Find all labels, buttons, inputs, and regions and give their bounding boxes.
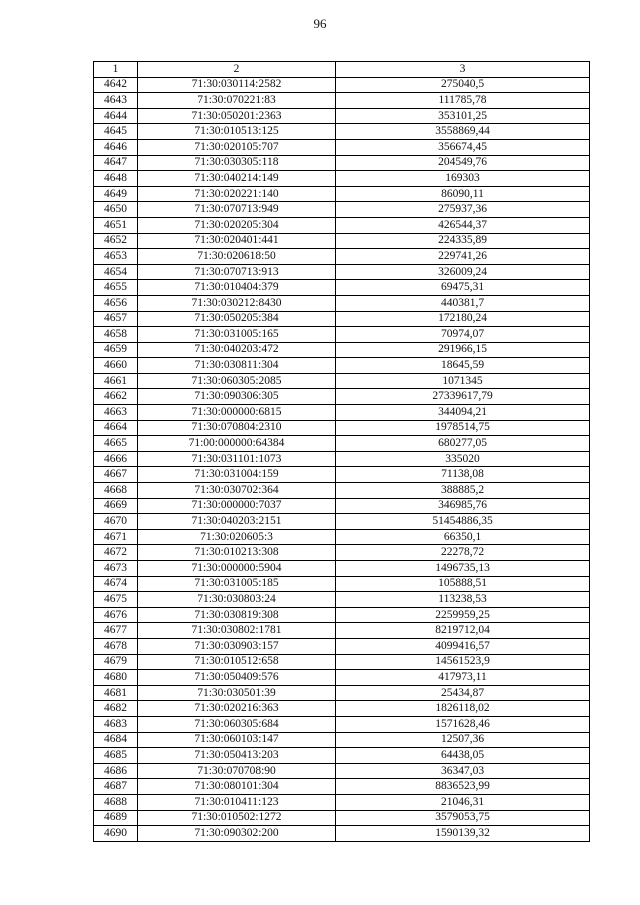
cell-row-number: 4689 (94, 810, 138, 826)
cell-value: 275040,5 (336, 77, 590, 93)
cell-cadastral-number: 71:30:030811:304 (138, 358, 336, 374)
table-row (94, 171, 590, 187)
cell-cadastral-number: 71:30:010512:658 (138, 654, 336, 670)
table-row (94, 358, 590, 374)
cell-row-number: 4661 (94, 373, 138, 389)
cell-cadastral-number: 71:30:010502:1272 (138, 810, 336, 826)
cell-row-number: 4660 (94, 358, 138, 374)
table-row (94, 716, 590, 732)
cell-row-number: 4669 (94, 498, 138, 514)
cell-cadastral-number: 71:30:000000:5904 (138, 561, 336, 577)
table-row (94, 623, 590, 639)
cell-row-number: 4683 (94, 716, 138, 732)
cell-cadastral-number: 71:30:060103:147 (138, 732, 336, 748)
table-row (94, 467, 590, 483)
cell-value: 344094,21 (336, 405, 590, 421)
table-header-row (94, 62, 590, 78)
cell-cadastral-number: 71:30:030702:364 (138, 483, 336, 499)
cell-row-number: 4685 (94, 748, 138, 764)
table-row (94, 592, 590, 608)
table-row (94, 327, 590, 343)
cell-value: 69475,31 (336, 280, 590, 296)
table-row (94, 373, 590, 389)
cell-row-number: 4656 (94, 295, 138, 311)
cell-cadastral-number: 71:30:050201:2363 (138, 108, 336, 124)
cell-row-number: 4657 (94, 311, 138, 327)
table-row (94, 545, 590, 561)
cell-row-number: 4671 (94, 529, 138, 545)
cell-cadastral-number: 71:30:000000:6815 (138, 405, 336, 421)
cell-value: 1826118,02 (336, 701, 590, 717)
cell-cadastral-number: 71:30:010404:379 (138, 280, 336, 296)
cell-cadastral-number: 71:30:030212:8430 (138, 295, 336, 311)
table-row (94, 202, 590, 218)
table-row (94, 342, 590, 358)
cell-cadastral-number: 71:30:030501:39 (138, 685, 336, 701)
cell-cadastral-number: 71:30:060305:684 (138, 716, 336, 732)
table-row (94, 701, 590, 717)
table-row (94, 561, 590, 577)
cell-value: 4099416,57 (336, 638, 590, 654)
table-row (94, 514, 590, 530)
cell-value: 12507,36 (336, 732, 590, 748)
cell-cadastral-number: 71:30:030819:308 (138, 607, 336, 623)
cell-cadastral-number: 71:30:030802:1781 (138, 623, 336, 639)
table-row (94, 249, 590, 265)
cell-cadastral-number: 71:30:031005:165 (138, 327, 336, 343)
cell-row-number: 4653 (94, 249, 138, 265)
cell-cadastral-number: 71:30:050409:576 (138, 670, 336, 686)
cell-cadastral-number: 71:30:030803:24 (138, 592, 336, 608)
cell-row-number: 4650 (94, 202, 138, 218)
cell-value: 70974,07 (336, 327, 590, 343)
cell-cadastral-number: 71:30:000000:7037 (138, 498, 336, 514)
cell-row-number: 4663 (94, 405, 138, 421)
table-row (94, 607, 590, 623)
cell-cadastral-number: 71:30:010213:308 (138, 545, 336, 561)
table-row (94, 264, 590, 280)
cell-value: 275937,36 (336, 202, 590, 218)
table-row (94, 124, 590, 140)
cell-value: 51454886,35 (336, 514, 590, 530)
cell-row-number: 4668 (94, 483, 138, 499)
cell-row-number: 4658 (94, 327, 138, 343)
table-row (94, 139, 590, 155)
table-row (94, 498, 590, 514)
table-row (94, 295, 590, 311)
column-header-value: 3 (336, 62, 590, 78)
cell-row-number: 4687 (94, 779, 138, 795)
cell-value: 18645,59 (336, 358, 590, 374)
cell-row-number: 4654 (94, 264, 138, 280)
cell-value: 291966,15 (336, 342, 590, 358)
table-row (94, 233, 590, 249)
cell-row-number: 4677 (94, 623, 138, 639)
cell-row-number: 4675 (94, 592, 138, 608)
column-header-number: 1 (94, 62, 138, 78)
cell-value: 353101,25 (336, 108, 590, 124)
cell-value: 8219712,04 (336, 623, 590, 639)
cell-cadastral-number: 71:30:080101:304 (138, 779, 336, 795)
table-row (94, 638, 590, 654)
table-row (94, 280, 590, 296)
cell-value: 105888,51 (336, 576, 590, 592)
table-row (94, 779, 590, 795)
cell-cadastral-number: 71:30:030305:118 (138, 155, 336, 171)
cell-row-number: 4666 (94, 451, 138, 467)
table-row (94, 732, 590, 748)
cell-row-number: 4667 (94, 467, 138, 483)
cell-cadastral-number: 71:30:020105:707 (138, 139, 336, 155)
cell-cadastral-number: 71:30:040214:149 (138, 171, 336, 187)
table-row (94, 483, 590, 499)
cell-cadastral-number: 71:30:031004:159 (138, 467, 336, 483)
table-row (94, 794, 590, 810)
table-row (94, 763, 590, 779)
cell-value: 1496735,13 (336, 561, 590, 577)
cell-cadastral-number: 71:30:060305:2085 (138, 373, 336, 389)
cell-value: 356674,45 (336, 139, 590, 155)
table-row (94, 389, 590, 405)
cell-row-number: 4648 (94, 171, 138, 187)
cell-row-number: 4643 (94, 93, 138, 109)
cell-value: 1071345 (336, 373, 590, 389)
cell-row-number: 4665 (94, 436, 138, 452)
cell-row-number: 4679 (94, 654, 138, 670)
cell-row-number: 4652 (94, 233, 138, 249)
cell-value: 172180,24 (336, 311, 590, 327)
cell-value: 169303 (336, 171, 590, 187)
cell-value: 326009,24 (336, 264, 590, 280)
cell-row-number: 4676 (94, 607, 138, 623)
cell-cadastral-number: 71:30:050205:384 (138, 311, 336, 327)
cell-value: 64438,05 (336, 748, 590, 764)
cell-cadastral-number: 71:00:000000:64384 (138, 436, 336, 452)
cell-cadastral-number: 71:30:090302:200 (138, 826, 336, 842)
cell-value: 25434,87 (336, 685, 590, 701)
table-row (94, 108, 590, 124)
table-row (94, 186, 590, 202)
table-row (94, 576, 590, 592)
cell-cadastral-number: 71:30:020205:304 (138, 217, 336, 233)
table-row (94, 405, 590, 421)
cell-row-number: 4659 (94, 342, 138, 358)
cell-value: 8836523,99 (336, 779, 590, 795)
table-row (94, 529, 590, 545)
cell-cadastral-number: 71:30:031101:1073 (138, 451, 336, 467)
cell-row-number: 4682 (94, 701, 138, 717)
cell-cadastral-number: 71:30:020216:363 (138, 701, 336, 717)
cell-cadastral-number: 71:30:070708:90 (138, 763, 336, 779)
cell-row-number: 4649 (94, 186, 138, 202)
table-row (94, 654, 590, 670)
cell-value: 22278,72 (336, 545, 590, 561)
table-row (94, 670, 590, 686)
cell-cadastral-number: 71:30:050413:203 (138, 748, 336, 764)
cell-row-number: 4670 (94, 514, 138, 530)
cell-cadastral-number: 71:30:010513:125 (138, 124, 336, 140)
cell-row-number: 4680 (94, 670, 138, 686)
cell-value: 346985,76 (336, 498, 590, 514)
table-row (94, 155, 590, 171)
cell-value: 335020 (336, 451, 590, 467)
cell-value: 440381,7 (336, 295, 590, 311)
cell-row-number: 4673 (94, 561, 138, 577)
cell-cadastral-number: 71:30:030114:2582 (138, 77, 336, 93)
cell-cadastral-number: 71:30:090306:305 (138, 389, 336, 405)
table-row (94, 93, 590, 109)
cell-value: 2259959,25 (336, 607, 590, 623)
cell-cadastral-number: 71:30:020401:441 (138, 233, 336, 249)
cell-value: 27339617,79 (336, 389, 590, 405)
cell-cadastral-number: 71:30:040203:472 (138, 342, 336, 358)
cell-row-number: 4684 (94, 732, 138, 748)
cell-value: 66350,1 (336, 529, 590, 545)
cell-value: 71138,08 (336, 467, 590, 483)
table-row (94, 748, 590, 764)
cell-row-number: 4662 (94, 389, 138, 405)
cell-cadastral-number: 71:30:070713:913 (138, 264, 336, 280)
cell-row-number: 4644 (94, 108, 138, 124)
table-row (94, 77, 590, 93)
table-row (94, 436, 590, 452)
cell-value: 426544,37 (336, 217, 590, 233)
table-row (94, 420, 590, 436)
cell-value: 204549,76 (336, 155, 590, 171)
cell-value: 1978514,75 (336, 420, 590, 436)
cell-value: 680277,05 (336, 436, 590, 452)
cell-cadastral-number: 71:30:020221:140 (138, 186, 336, 202)
cell-value: 36347,03 (336, 763, 590, 779)
cell-value: 21046,31 (336, 794, 590, 810)
cell-cadastral-number: 71:30:030903:157 (138, 638, 336, 654)
cell-value: 417973,11 (336, 670, 590, 686)
cell-value: 1590139,32 (336, 826, 590, 842)
cell-cadastral-number: 71:30:040203:2151 (138, 514, 336, 530)
cell-row-number: 4645 (94, 124, 138, 140)
cell-cadastral-number: 71:30:010411:123 (138, 794, 336, 810)
table-row (94, 311, 590, 327)
cell-cadastral-number: 71:30:020618:50 (138, 249, 336, 265)
cell-row-number: 4664 (94, 420, 138, 436)
cell-value: 3558869,44 (336, 124, 590, 140)
cell-row-number: 4646 (94, 139, 138, 155)
cell-value: 86090,11 (336, 186, 590, 202)
cell-value: 111785,78 (336, 93, 590, 109)
data-table (93, 61, 590, 842)
cell-cadastral-number: 71:30:031005:185 (138, 576, 336, 592)
cell-cadastral-number: 71:30:070804:2310 (138, 420, 336, 436)
cell-row-number: 4647 (94, 155, 138, 171)
table-row (94, 685, 590, 701)
cell-cadastral-number: 71:30:020605:3 (138, 529, 336, 545)
cell-value: 113238,53 (336, 592, 590, 608)
cell-value: 3579053,75 (336, 810, 590, 826)
cell-row-number: 4674 (94, 576, 138, 592)
table-body (94, 77, 590, 841)
page-number: 96 (313, 16, 327, 31)
cell-row-number: 4642 (94, 77, 138, 93)
cell-row-number: 4678 (94, 638, 138, 654)
cell-row-number: 4690 (94, 826, 138, 842)
cell-row-number: 4681 (94, 685, 138, 701)
column-header-cadastral: 2 (138, 62, 336, 78)
cell-value: 229741,26 (336, 249, 590, 265)
table-row (94, 810, 590, 826)
cell-row-number: 4672 (94, 545, 138, 561)
cell-cadastral-number: 71:30:070713:949 (138, 202, 336, 218)
cell-row-number: 4655 (94, 280, 138, 296)
cell-value: 14561523,9 (336, 654, 590, 670)
cell-value: 224335,89 (336, 233, 590, 249)
cell-value: 1571628,46 (336, 716, 590, 732)
cell-cadastral-number: 71:30:070221:83 (138, 93, 336, 109)
cell-row-number: 4686 (94, 763, 138, 779)
table-row (94, 451, 590, 467)
cell-row-number: 4651 (94, 217, 138, 233)
cell-row-number: 4688 (94, 794, 138, 810)
table-row (94, 826, 590, 842)
cell-value: 388885,2 (336, 483, 590, 499)
table-row (94, 217, 590, 233)
